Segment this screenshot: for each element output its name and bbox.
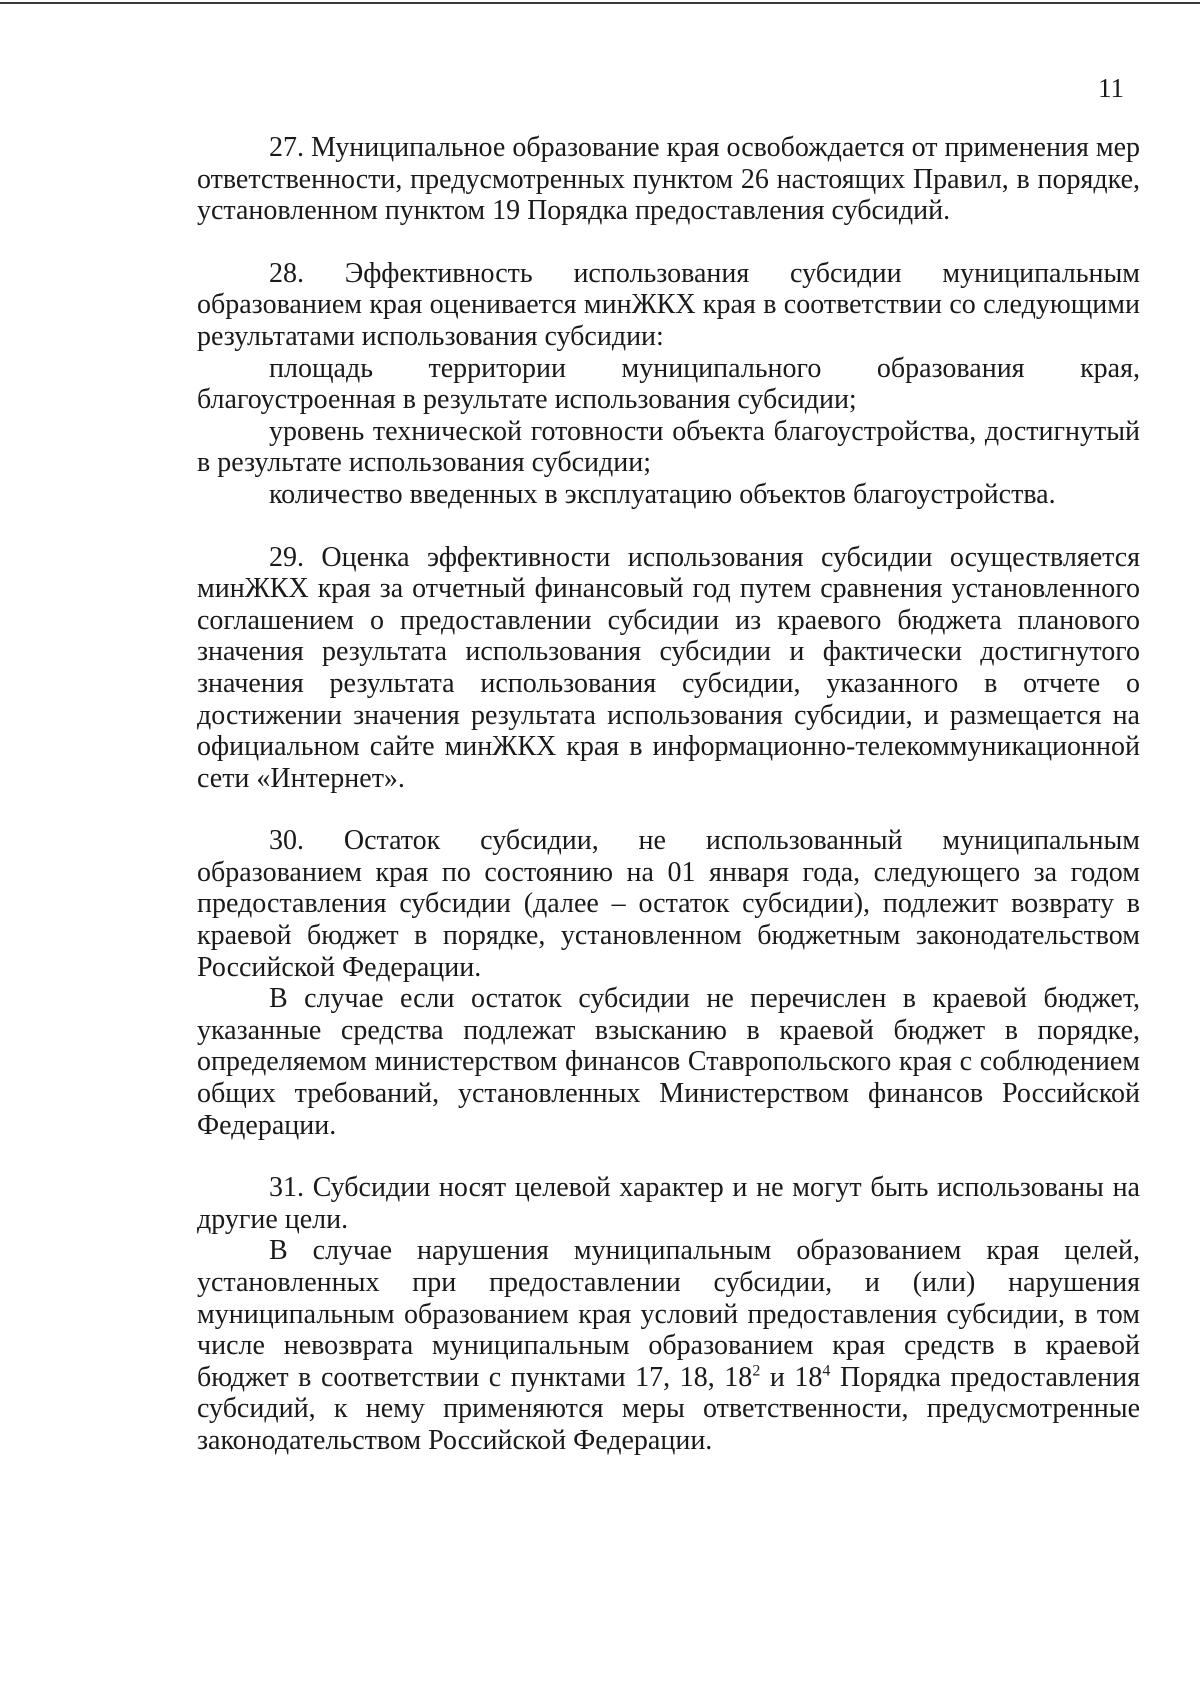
page-number: 11 bbox=[1098, 73, 1124, 103]
document-body bbox=[197, 132, 1140, 1457]
paragraph-27: 27. Муниципальное образование края освобождается от применения мер ответственности, предусмотренных пунктом 26 настоящих Правил, в порядке, установленном пунктом 19 Порядка предоставления субсидий. bbox=[197, 132, 1140, 227]
paragraph-28-item-area: площадь территории муниципального образования края, благоустроенная в результате использования субсидии; bbox=[197, 352, 1140, 416]
paragraph-28: 28. Эффективность использования субсидии муниципальным образованием края оценивается минЖКХ края в соответствии со следующими результатами использования субсидии: bbox=[197, 257, 1140, 352]
superscript-2: 2 bbox=[752, 1362, 761, 1380]
paragraph-28-item-count: количество введенных в эксплуатацию объектов благоустройства. bbox=[269, 478, 1056, 510]
paragraph-31-text-start: В случае нарушения муниципальным образованием края целей, установленных при предоставлении субсидии, и (или) нарушения муниципальным образованием края условий предоставления субсидии, в том числе невозврата муниципальным образованием края средств в краевой бюджет в соответствии с пунктами 17, 18, 18 bbox=[197, 1235, 1140, 1393]
paragraph-28-item-readiness: уровень технической готовности объекта благоустройства, достигнутый в результате использования субсидии; bbox=[197, 415, 1140, 479]
paragraph-31-text-mid: и 18 bbox=[760, 1361, 823, 1393]
paragraph-31-text-end: Порядка предоставления субсидий, к нему применяются меры ответственности, предусмотренные законодательством Российской Федерации. bbox=[197, 1361, 1141, 1456]
superscript-4: 4 bbox=[822, 1362, 831, 1380]
top-border-line bbox=[0, 2, 1200, 4]
paragraph-30-continued: В случае если остаток субсидии не перечислен в краевой бюджет, указанные средства подлежат взысканию в краевой бюджет в порядке, определяемом министерством финансов Ставропольского края с соблюдением общих требований, установленных Министерством финансов Российской Федерации. bbox=[197, 983, 1140, 1141]
paragraph-30: 30. Остаток субсидии, не использованный муниципальным образованием края по состоянию на 01 января года, следующего за годом предоставления субсидии (далее – остаток субсидии), подлежит возврату в краевой бюджет в порядке, установленном бюджетным законодательством Российской Федерации. bbox=[197, 825, 1140, 983]
paragraph-31-continued bbox=[197, 1235, 1140, 1456]
paragraph-29: 29. Оценка эффективности использования субсидии осуществляется минЖКХ края за отчетный финансовый год путем сравнения установленного соглашением о предоставлении субсидии из краевого бюджета планового значения результата использования субсидии и фактически достигнутого значения результата использования субсидии, указанного в отчете о достижении значения результата использования субсидии, и размещается на официальном сайте минЖКХ края в информационно-телекоммуникационной сети «Интернет». bbox=[197, 541, 1140, 794]
paragraph-31: 31. Субсидии носят целевой характер и не могут быть использованы на другие цели. bbox=[197, 1172, 1140, 1235]
